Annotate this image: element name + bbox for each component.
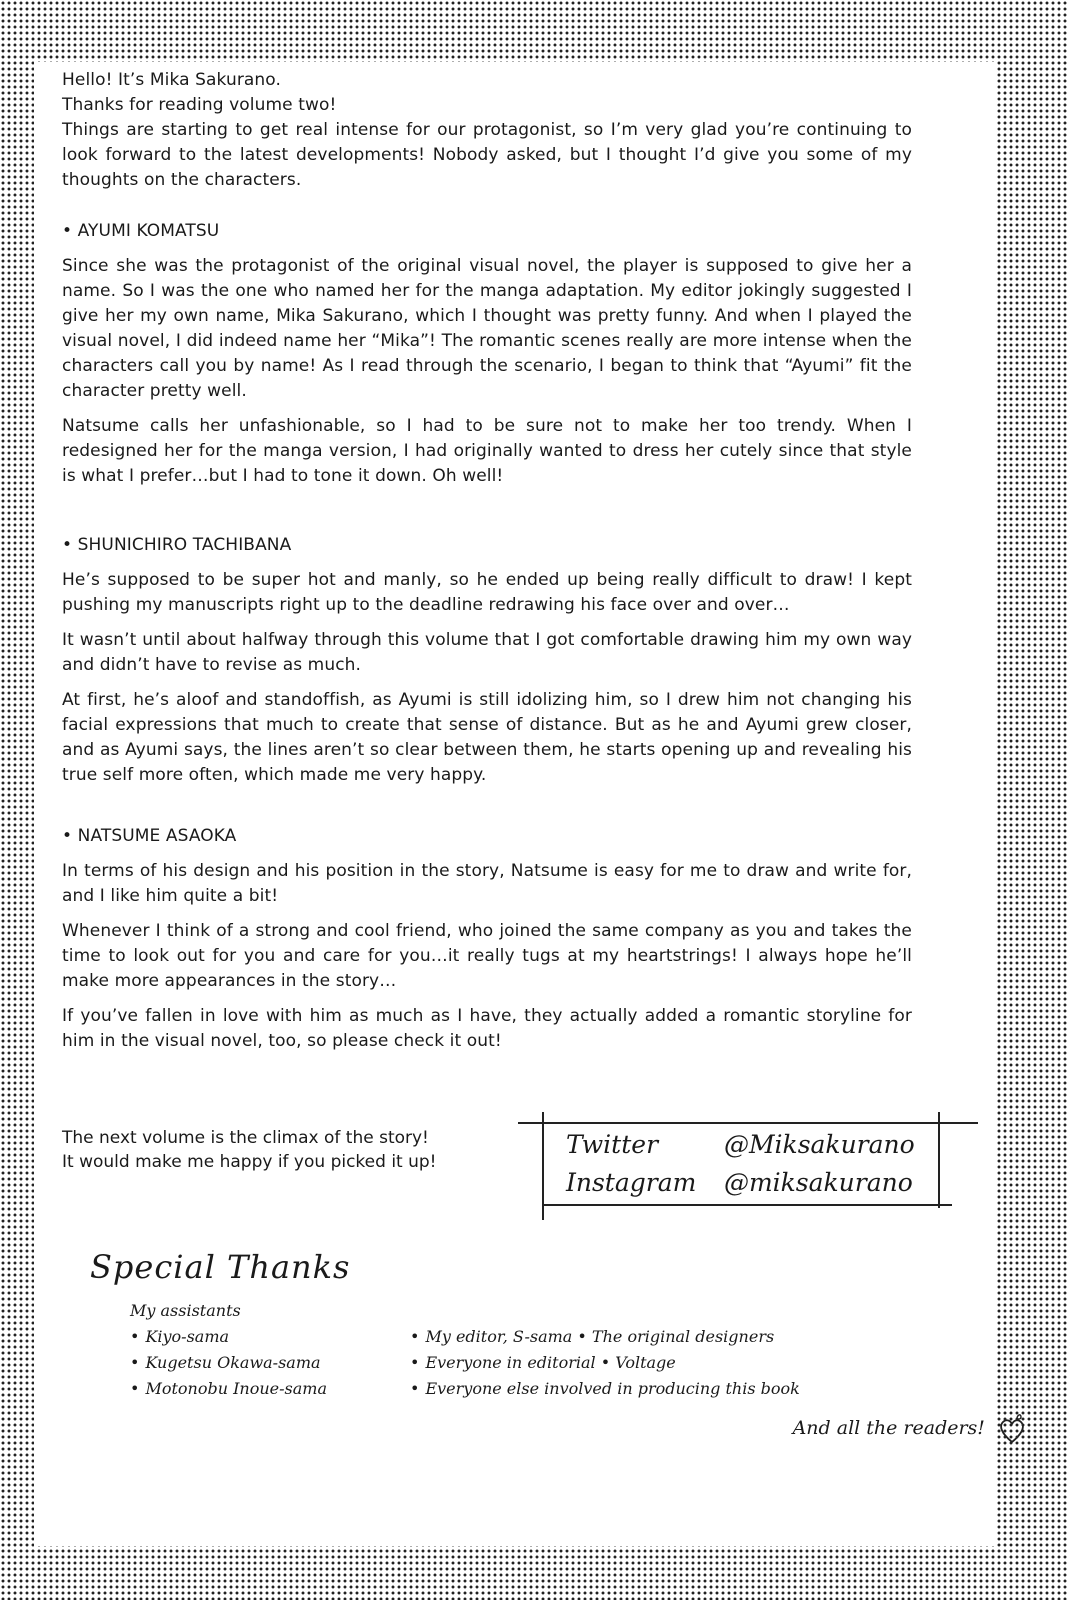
readers-text: And all the readers!	[792, 1417, 985, 1439]
readers-line	[793, 1412, 1027, 1446]
thanks-item: • My editor, S-sama • The original designers	[410, 1327, 775, 1346]
section-heading: • AYUMI KOMATSU	[62, 221, 220, 241]
section-paragraph: It wasn’t until about halfway through this volume that I got comfortable drawing him my own way and didn’t have to revise as much.	[62, 630, 912, 675]
others-column	[410, 1324, 800, 1402]
intro-paragraph: Things are starting to get real intense for our protagonist, so I’m very glad you’re continuing to look forward to the latest developments! Nobody asked, but I thought I’d give you some of my thoughts on the characters.	[62, 120, 912, 190]
section-shunichiro	[62, 533, 912, 788]
intro-greeting: Hello! It’s Mika Sakurano.	[62, 70, 282, 90]
intro	[62, 68, 912, 193]
box-line	[542, 1204, 952, 1206]
twitter-label: Twitter	[566, 1130, 659, 1159]
section-heading: • NATSUME ASAOKA	[62, 826, 237, 846]
intro-thanks: Thanks for reading volume two!	[62, 95, 337, 115]
section-paragraph: Since she was the protagonist of the original visual novel, the player is supposed to give her a name. So I was the one who named her for the manga adaptation. My editor jokingly suggested I give her my own name, Mika Sakurano, which I thought was pretty funny. And when I played the visual novel, I did indeed name her “Mika”! The romantic scenes really are more intense when the characters call you by name! As I read through the scenario, I began to think that “Ayumi” fit the character pretty well.	[62, 256, 912, 401]
twitter-row	[566, 1130, 915, 1159]
thanks-item: • Everyone in editorial • Voltage	[410, 1353, 676, 1372]
social-box	[518, 1112, 978, 1222]
section-ayumi	[62, 219, 912, 489]
special-thanks-title: Special Thanks	[90, 1248, 351, 1286]
closing-line: The next volume is the climax of the story!	[62, 1128, 429, 1148]
section-paragraph: At first, he’s aloof and standoffish, as Ayumi is still idolizing him, so I drew him not changing his facial expressions that much to create that sense of distance. But as he and Ayumi grew closer, and as Ayumi says, the lines aren’t so clear between them, he starts opening up and revealing his true self more often, which made me very happy.	[62, 690, 912, 785]
assistant-item: • Motonobu Inoue-sama	[130, 1379, 327, 1398]
instagram-handle: @miksakurano	[723, 1168, 913, 1197]
section-paragraph: If you’ve fallen in love with him as much as I have, they actually added a romantic storyline for him in the visual novel, too, so please check it out!	[62, 1006, 912, 1051]
box-line	[938, 1112, 940, 1208]
instagram-label: Instagram	[566, 1168, 697, 1197]
section-paragraph: In terms of his design and his position in the story, Natsume is easy for me to draw and write for, and I like him quite a bit!	[62, 861, 912, 906]
section-paragraph: He’s supposed to be super hot and manly, so he ended up being really difficult to draw! I kept pushing my manuscripts right up to the deadline redrawing his face over and over…	[62, 570, 912, 615]
heart-icon	[997, 1412, 1027, 1446]
twitter-handle: @Miksakurano	[723, 1130, 915, 1159]
thanks-item: • Everyone else involved in producing this book	[410, 1379, 800, 1398]
author-letter	[62, 68, 912, 1054]
box-line	[518, 1122, 978, 1124]
assistant-item: • Kugetsu Okawa-sama	[130, 1353, 321, 1372]
closing-note	[62, 1126, 512, 1174]
closing-line: It would make me happy if you picked it up!	[62, 1152, 437, 1172]
assistants-heading: My assistants	[130, 1301, 241, 1320]
assistant-item: • Kiyo-sama	[130, 1327, 230, 1346]
section-heading: • SHUNICHIRO TACHIBANA	[62, 535, 292, 555]
section-paragraph: Whenever I think of a strong and cool friend, who joined the same company as you and takes the time to look out for you and care for you…it really tugs at my heartstrings! I always hope he’ll make more appearances in the story…	[62, 921, 912, 991]
section-paragraph: Natsume calls her unfashionable, so I had to be sure not to make her too trendy. When I redesigned her for the manga version, I had originally wanted to dress her cutely since that style is what I prefer…but I had to tone it down. Oh well!	[62, 416, 912, 486]
assistants-column	[130, 1298, 327, 1402]
instagram-row	[566, 1168, 913, 1197]
section-natsume	[62, 824, 912, 1054]
